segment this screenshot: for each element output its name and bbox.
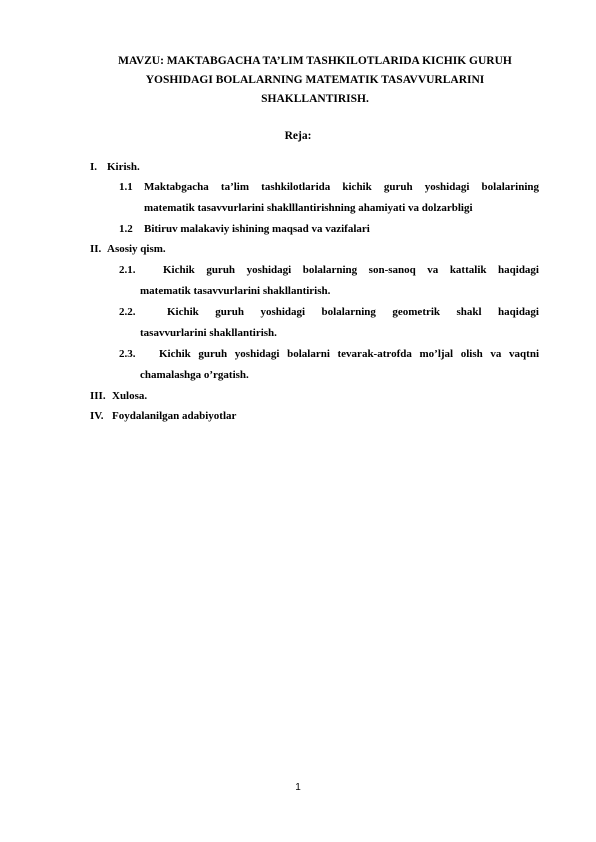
outline-number-1-2: 1.2: [119, 223, 133, 235]
title-line-2: YOSHIDAGI BOLALARNING MATEMATIK TASAVVURLARINI: [145, 74, 485, 86]
outline-number-2-3: 2.3.: [119, 348, 136, 360]
outline-item-i: [90, 158, 97, 176]
outline-text-i: Kirish.: [107, 161, 140, 173]
outline-number-ii: II.: [90, 243, 102, 255]
outline-text-2-1-line-2: matematik tasavvurlarini shakllantirish.: [140, 285, 331, 297]
outline-number-2-1: 2.1.: [119, 264, 136, 276]
outline-number-2-2: 2.2.: [119, 306, 136, 318]
outline-text-2-2-line-1: Kichik guruh yoshidagi bolalarning geometrik shakl haqidagi: [167, 306, 539, 318]
outline-number-iii: III.: [90, 390, 106, 402]
plan-heading: Reja:: [284, 130, 312, 142]
outline-text-1-1-line-1: Maktabgacha ta’lim tashkilotlarida kichik guruh yoshidagi bolalarining: [144, 181, 539, 193]
outline-text-iii: Xulosa.: [112, 390, 148, 402]
document-title: [90, 52, 540, 109]
outline-text-ii: Asosiy qism.: [107, 243, 166, 255]
page-number: 1: [295, 782, 301, 793]
title-line-1: MAVZU: MAKTABGACHA TA’LIM TASHKILOTLARIDA KICHIK GURUH: [118, 55, 512, 67]
title-line-3: SHAKLLANTIRISH.: [261, 93, 369, 105]
outline-text-2-2-line-2: tasavvurlarini shakllantirish.: [140, 327, 277, 339]
outline-text-2-3-line-1: Kichik guruh yoshidagi bolalarni tevarak-atrofda mo’ljal olish va vaqtni: [159, 348, 539, 360]
outline-text-1-1-line-2: matematik tasavvurlarini shaklllantirishning ahamiyati va dolzarbligi: [144, 202, 473, 214]
outline-text-iv: Foydalanilgan adabiyotlar: [112, 410, 237, 422]
outline-text-2-3-line-2: chamalashga o’rgatish.: [140, 369, 249, 381]
outline-number-iv: IV.: [90, 410, 104, 422]
outline-text-1-2: Bitiruv malakaviy ishining maqsad va vazifalari: [144, 223, 370, 235]
outline-number-1-1: 1.1: [119, 181, 133, 193]
outline-text-2-1-line-1: Kichik guruh yoshidagi bolalarning son-sanoq va kattalik haqidagi: [163, 264, 539, 276]
outline-number: I.: [90, 161, 98, 173]
